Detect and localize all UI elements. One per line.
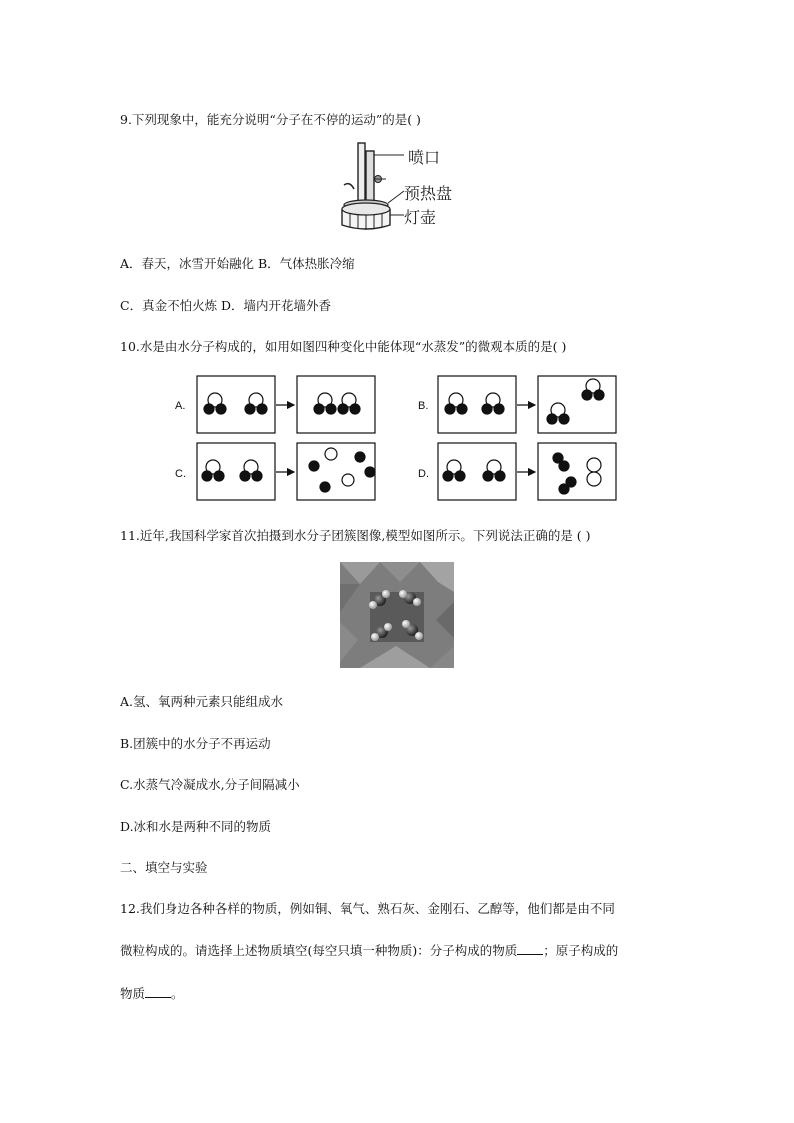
answer-blank-atomic[interactable]: [145, 987, 171, 998]
lamp-pot-label: 灯壶: [404, 208, 437, 227]
preheat-plate-label: 预热盘: [404, 184, 453, 203]
q12-line2: [120, 943, 618, 959]
q9-options-ab: A．春天，冰雪开始融化 B．气体热胀冷缩: [120, 256, 355, 271]
q11-option-a: A.氢、氧两种元素只能组成水: [120, 694, 284, 709]
q11-stem: 11.近年,我国科学家首次拍摄到水分子团簇图像,模型如图所示。下列说法正确的是 ( ): [120, 528, 591, 543]
section-heading: 二、填空与实验: [120, 860, 208, 875]
q12-line1: 12.我们身边各种各样的物质，例如铜、氧气、熟石灰、金刚石、乙醇等，他们都是由不同: [120, 901, 615, 916]
water-cluster-render: [340, 562, 454, 668]
q9-options-cd: C．真金不怕火炼 D．墙内开花墙外香: [120, 298, 332, 313]
panel-a-letter: A.: [175, 400, 186, 412]
panel-a-after: [297, 376, 375, 433]
q10-stem: 10.水是由水分子构成的，如用如图四种变化中能体现“水蒸发”的微观本质的是( ): [120, 339, 567, 354]
q12-line2-text-a: 微粒构成的。请选择上述物质填空(每空只填一种物质)：分子构成的物质: [120, 943, 518, 958]
nozzle-label: 喷口: [408, 148, 441, 167]
q11-option-b: B.团簇中的水分子不再运动: [120, 736, 271, 751]
panel-d-after: [538, 443, 616, 500]
q12-line3-text-a: 物质: [120, 986, 146, 1001]
panel-c-letter: C.: [175, 468, 186, 480]
panel-b-after: [538, 376, 616, 433]
q11-option-d: D.冰和水是两种不同的物质: [120, 819, 272, 834]
panel-b-letter: B.: [418, 400, 429, 412]
answer-blank-molecular[interactable]: [517, 944, 543, 955]
water-molecule-diagrams: [0, 0, 794, 520]
q12-line3-text-b: 。: [171, 986, 184, 1001]
q12-line2-text-b: ；原子构成的: [543, 943, 619, 958]
q9-stem: 9.下列现象中，能充分说明“分子在不停的运动”的是( ): [120, 112, 421, 127]
water-cluster-image: [340, 562, 454, 668]
q12-line3: [120, 986, 184, 1002]
panel-d-letter: D.: [418, 468, 429, 480]
q11-option-c: C.水蒸气冷凝成水,分子间隔减小: [120, 777, 300, 792]
